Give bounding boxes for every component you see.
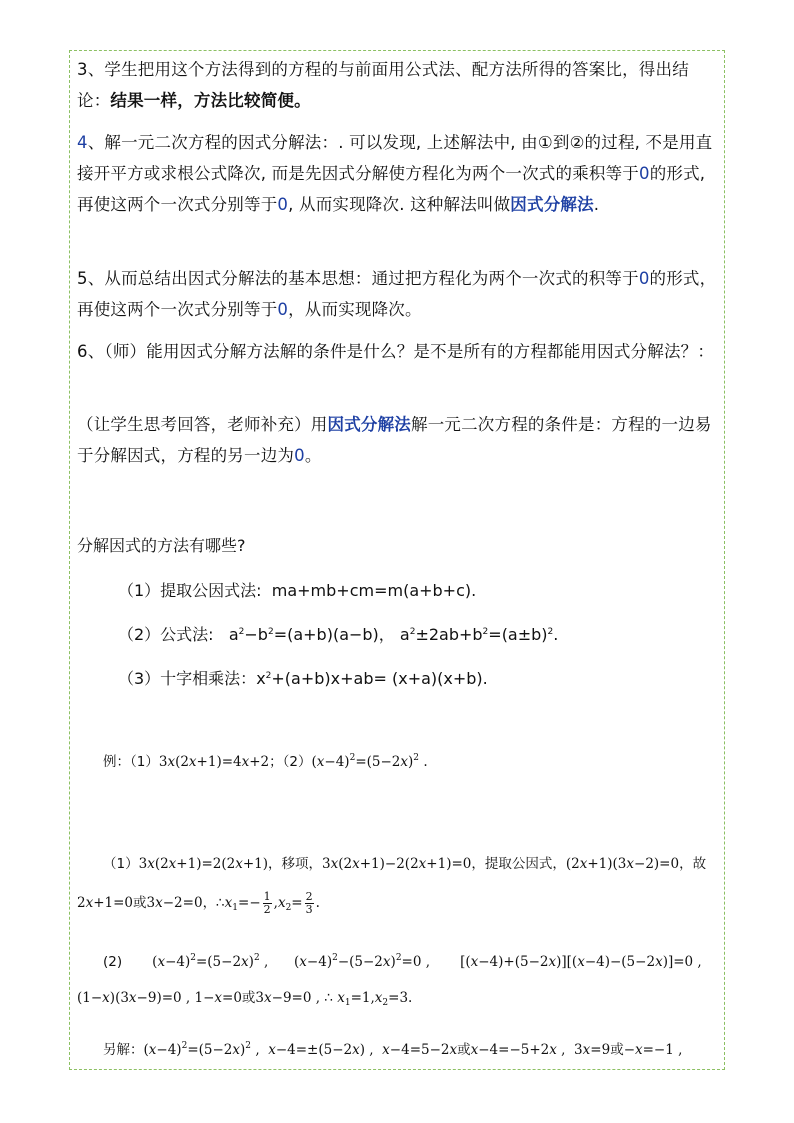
paragraph-6 — [77, 336, 717, 367]
p3-text: 3、学生把用这个方法得到的方程的与前面用公式法、配方法所得的答案比，得出结论： — [77, 60, 689, 110]
p7-term: 因式分解法 — [327, 415, 411, 434]
paragraph-5 — [77, 263, 717, 325]
solution-1-or: 或 — [133, 895, 147, 911]
method-3-label: （3）十字相乘法： — [118, 669, 257, 688]
solution-1-text-b: ，提取公因式， — [471, 856, 566, 872]
alt-solution-or-2: 或 — [610, 1042, 624, 1058]
p4-zero-1: 0 — [639, 164, 650, 183]
method-3-formula: $x^2+(a+b)x+ab= (x+a)(x+b)$. — [256, 669, 488, 688]
p5-text-c: ，从而实现降次。 — [288, 300, 422, 319]
p7-end: 。 — [304, 446, 322, 465]
p4-number: 4 — [77, 133, 88, 152]
p4-text-c: , 从而实现降次. 这种解法叫做 — [288, 195, 511, 214]
p7-text-b: 解一元二次方程的条件是：方程的一边易于分解因式，方程的另一边为 — [77, 415, 712, 465]
solution-1-therefore: ，∴ — [202, 895, 225, 911]
p6-text: 6、（师）能用因式分解方法解的条件是什么？是不是所有的方程都能用因式分解法？： — [77, 342, 715, 361]
example-line: 例：（1）3x(2x+1)=4x+2；$(2)(x-4)^2=(5-2x)^2$ . — [103, 753, 428, 770]
fraction-one-half: $\frac{1}{2}$ — [263, 890, 271, 916]
method-2-formula: $a^2-b^2=(a+b)(a-b)$， $a^2\pm 2ab+b^2=(a\pm b)^2$. — [228, 625, 559, 644]
p7-zero: 0 — [294, 446, 305, 465]
method-3 — [118, 664, 488, 694]
solution-2-therefore: ∴ — [324, 990, 333, 1006]
p4-end: . — [593, 195, 600, 214]
p4-text-b: 的形式, 再使这两个一次式分别等于 — [77, 164, 706, 214]
p5-text-b: 的形式，再使这两个一次式分别等于 — [77, 269, 717, 319]
solution-1-line-1: （1）3x(2x+1)=2(2x+1)，移项，3x(2x+1)−2(2x+1)=0，提取公因式，(2x+1)(3x−2)=0，故 — [103, 856, 707, 872]
solution-1-line-2: 2x+1=0或3x−2=0，$\therefore x_1=-$ $\frac{1}{2}$ $,x_2=$ $\frac{2}{3}$ . — [77, 890, 320, 916]
p4-text-a: 、解一元二次方程的因式分解法：. 可以发现, 上述解法中, 由①到②的过程, 不是用直接开平方或求根公式降次, 而是先因式分解使方程化为两个一次式的乘积等于 — [77, 133, 713, 183]
p4-zero-2: 0 — [277, 195, 289, 214]
solution-2-line-1: (2) $(x-4)^2=(5-2x)^2$ , $(x-4)^2-(5-2x)^2=0$ , [(x−4)+(5−2x)][(x−4)−(5−2x)]=0 , — [103, 953, 702, 970]
alt-solution-or: 或 — [457, 1042, 471, 1058]
alt-solution-label: 另解： — [103, 1042, 144, 1058]
method-1-label: （1）提取公因式法: — [118, 581, 262, 600]
solution-2-line-2: (1−x)(3x−9)=0 , 1−x=0或3x−9=0 , ∴ $x_1=1,x_2=3$. — [77, 990, 413, 1008]
alt-solution-line: 另解：$(x-4)^2=(5-2x)^2$ , x−4=±(5−2x) , x−4=5−2x或x−4=−5+2x , 3x=9或−x=−1 , — [103, 1041, 683, 1058]
methods-heading: 分解因式的方法有哪些? — [77, 536, 246, 555]
solution-2-or: 或 — [241, 990, 256, 1006]
method-1 — [118, 576, 476, 606]
solution-1-number: （1） — [103, 856, 139, 872]
p5-zero-2: 0 — [277, 300, 289, 319]
method-2-label: （2）公式法: — [118, 625, 214, 644]
paragraph-3 — [77, 54, 717, 116]
solution-1-text-a: ，移项， — [268, 856, 323, 872]
example-q2-number: ；（2） — [269, 754, 312, 770]
method-1-formula: ma+mb+cm=m(a+b+c). — [271, 581, 477, 600]
solution-1-text-c: ，故 — [679, 856, 707, 872]
p3-conclusion: 结果一样，方法比较简便。 — [110, 91, 311, 110]
p5-zero-1: 0 — [638, 269, 650, 288]
example-label: 例： — [103, 754, 130, 770]
method-2 — [118, 620, 558, 650]
fraction-two-thirds: $\frac{2}{3}$ — [305, 890, 313, 916]
p5-text-a: 5、从而总结出因式分解法的基本思想：通过把方程化为两个一次式的积等于 — [77, 269, 639, 288]
example-q1-number: （1） — [130, 754, 159, 770]
p7-text-a: （让学生思考回答，老师补充）用 — [77, 415, 328, 434]
p4-term: 因式分解法 — [510, 195, 594, 214]
paragraph-4 — [77, 127, 717, 220]
solution-2-number: (2) — [103, 954, 123, 970]
paragraph-7 — [77, 409, 717, 471]
